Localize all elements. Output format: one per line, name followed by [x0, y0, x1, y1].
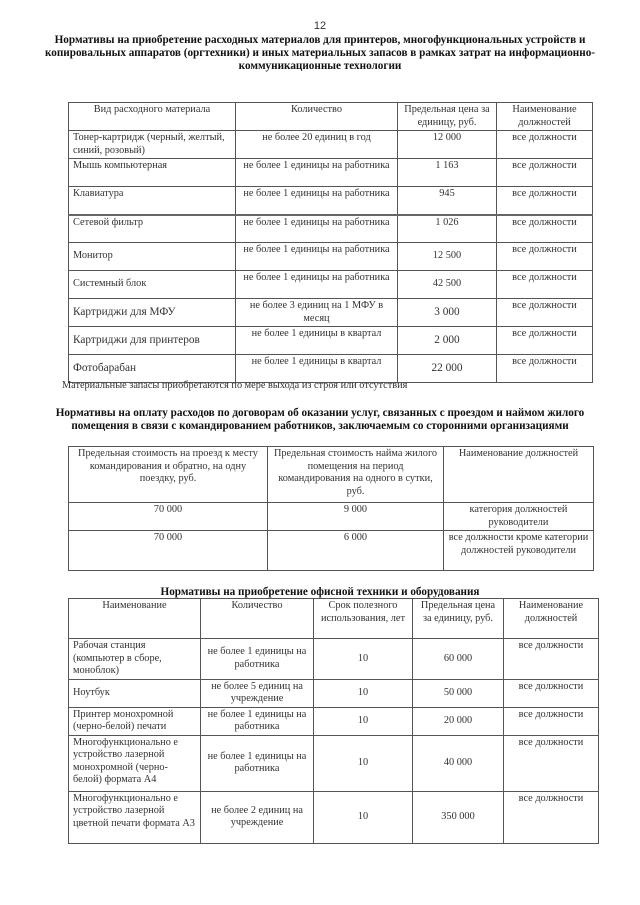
positions: все должности — [497, 159, 593, 187]
price: 22 000 — [398, 355, 497, 383]
price: 60 000 — [413, 639, 504, 680]
material-name: Мышь компьютерная — [69, 159, 236, 187]
column-header: Предельная стоимость найма жилого помещения на период командирования на одного в сутки, руб. — [268, 447, 444, 503]
positions: все должности — [497, 215, 593, 243]
quantity: не более 1 единицы в квартал — [236, 327, 398, 355]
column-header: Наименование должностей — [444, 447, 594, 503]
quantity: не более 2 единиц на учреждение — [201, 791, 314, 843]
table-header-row — [69, 599, 599, 639]
table-row — [69, 735, 599, 791]
useful-life: 10 — [314, 639, 413, 680]
housing-cost: 6 000 — [268, 531, 444, 571]
table-row — [69, 299, 593, 327]
price: 2 000 — [398, 327, 497, 355]
table-row — [69, 355, 593, 383]
material-name: Монитор — [69, 243, 236, 271]
table-row — [69, 679, 599, 707]
positions: все должности кроме категории должностей руководители — [444, 531, 594, 571]
column-header: Срок полезного использования, лет — [314, 599, 413, 639]
positions: все должности — [504, 735, 599, 791]
price: 12 500 — [398, 243, 497, 271]
price: 1 026 — [398, 215, 497, 243]
positions: все должности — [497, 243, 593, 271]
positions: все должности — [497, 299, 593, 327]
quantity: не более 20 единиц в год — [236, 131, 398, 159]
column-header: Предельная стоимость на проезд к месту командирования и обратно, на одну поездку, руб. — [69, 447, 268, 503]
table-row — [69, 639, 599, 680]
page-number: 12 — [313, 20, 327, 32]
price: 3 000 — [398, 299, 497, 327]
useful-life: 10 — [314, 679, 413, 707]
positions: все должности — [504, 639, 599, 680]
column-header: Вид расходного материала — [69, 103, 236, 131]
useful-life: 10 — [314, 707, 413, 735]
price: 1 163 — [398, 159, 497, 187]
positions: категория должностей руководители — [444, 503, 594, 531]
table-row — [69, 159, 593, 187]
positions: все должности — [504, 791, 599, 843]
price: 945 — [398, 187, 497, 215]
positions: все должности — [497, 131, 593, 159]
equipment-name: Принтер монохромной (черно-белой) печати — [69, 707, 201, 735]
quantity: не более 1 единицы на работника — [236, 271, 398, 299]
quantity: не более 1 единицы на работника — [201, 639, 314, 680]
useful-life: 10 — [314, 735, 413, 791]
material-name: Фотобарабан — [69, 355, 236, 383]
quantity: не более 1 единицы на работника — [201, 707, 314, 735]
column-header: Предельная цена за единицу, руб. — [413, 599, 504, 639]
column-header: Наименование должностей — [497, 103, 593, 131]
material-name: Тонер-картридж (черный, желтый, синий, розовый) — [69, 131, 236, 159]
table-row — [69, 271, 593, 299]
section3-title: Нормативы на приобретение офисной техники и оборудования — [160, 586, 480, 598]
quantity: не более 1 единицы в квартал — [236, 355, 398, 383]
column-header: Количество — [201, 599, 314, 639]
table-row — [69, 327, 593, 355]
positions: все должности — [497, 327, 593, 355]
material-name: Сетевой фильтр — [69, 215, 236, 243]
quantity: не более 1 единицы на работника — [201, 735, 314, 791]
equipment-name: Многофункционально е устройство лазерной цветной печати формата А3 — [69, 791, 201, 843]
price: 350 000 — [413, 791, 504, 843]
business-trip-table — [68, 446, 594, 571]
quantity: не более 1 единицы на работника — [236, 243, 398, 271]
positions: все должности — [504, 707, 599, 735]
travel-cost: 70 000 — [69, 531, 268, 571]
price: 42 500 — [398, 271, 497, 299]
price: 40 000 — [413, 735, 504, 791]
office-equipment-table — [68, 598, 599, 844]
column-header: Наименование должностей — [504, 599, 599, 639]
table-row — [69, 531, 594, 571]
material-name: Картриджи для принтеров — [69, 327, 236, 355]
table-row — [69, 215, 593, 243]
equipment-name: Ноутбук — [69, 679, 201, 707]
positions: все должности — [504, 679, 599, 707]
column-header: Количество — [236, 103, 398, 131]
equipment-name: Многофункционально е устройство лазерной монохромной (черно-белой) формата А4 — [69, 735, 201, 791]
quantity: не более 1 единицы на работника — [236, 159, 398, 187]
section1-note: Материальные запасы приобретаются по мере выхода из строя или отсутствия — [62, 380, 408, 391]
table-header-row — [69, 103, 593, 131]
useful-life: 10 — [314, 791, 413, 843]
price: 12 000 — [398, 131, 497, 159]
table-row — [69, 131, 593, 159]
column-header: Предельная цена за единицу, руб. — [398, 103, 497, 131]
consumables-table — [68, 102, 593, 383]
table-row — [69, 243, 593, 271]
table-row — [69, 187, 593, 215]
section2-title: Нормативы на оплату расходов по договорам об оказании услуг, связанных с проездом и наймом жилого помещения в связи с командированием работников, заключаемым со сторонними организациями — [55, 407, 585, 432]
table-header-row — [69, 447, 594, 503]
table-row — [69, 707, 599, 735]
travel-cost: 70 000 — [69, 503, 268, 531]
positions: все должности — [497, 271, 593, 299]
price: 50 000 — [413, 679, 504, 707]
price: 20 000 — [413, 707, 504, 735]
quantity: не более 5 единиц на учреждение — [201, 679, 314, 707]
housing-cost: 9 000 — [268, 503, 444, 531]
equipment-name: Рабочая станция (компьютер в сборе, моноблок) — [69, 639, 201, 680]
positions: все должности — [497, 187, 593, 215]
column-header: Наименование — [69, 599, 201, 639]
material-name: Клавиатура — [69, 187, 236, 215]
positions: все должности — [497, 355, 593, 383]
material-name: Картриджи для МФУ — [69, 299, 236, 327]
material-name: Системный блок — [69, 271, 236, 299]
table-row — [69, 791, 599, 843]
table-row — [69, 503, 594, 531]
quantity: не более 1 единицы на работника — [236, 187, 398, 215]
section1-title: Нормативы на приобретение расходных материалов для принтеров, многофункциональных устройств и копировальных аппаратов (оргтехники) и иных материальных запасов в рамках затрат на информационно-коммуникационные технологии — [44, 34, 596, 72]
quantity: не более 3 единиц на 1 МФУ в месяц — [236, 299, 398, 327]
quantity: не более 1 единицы на работника — [236, 215, 398, 243]
